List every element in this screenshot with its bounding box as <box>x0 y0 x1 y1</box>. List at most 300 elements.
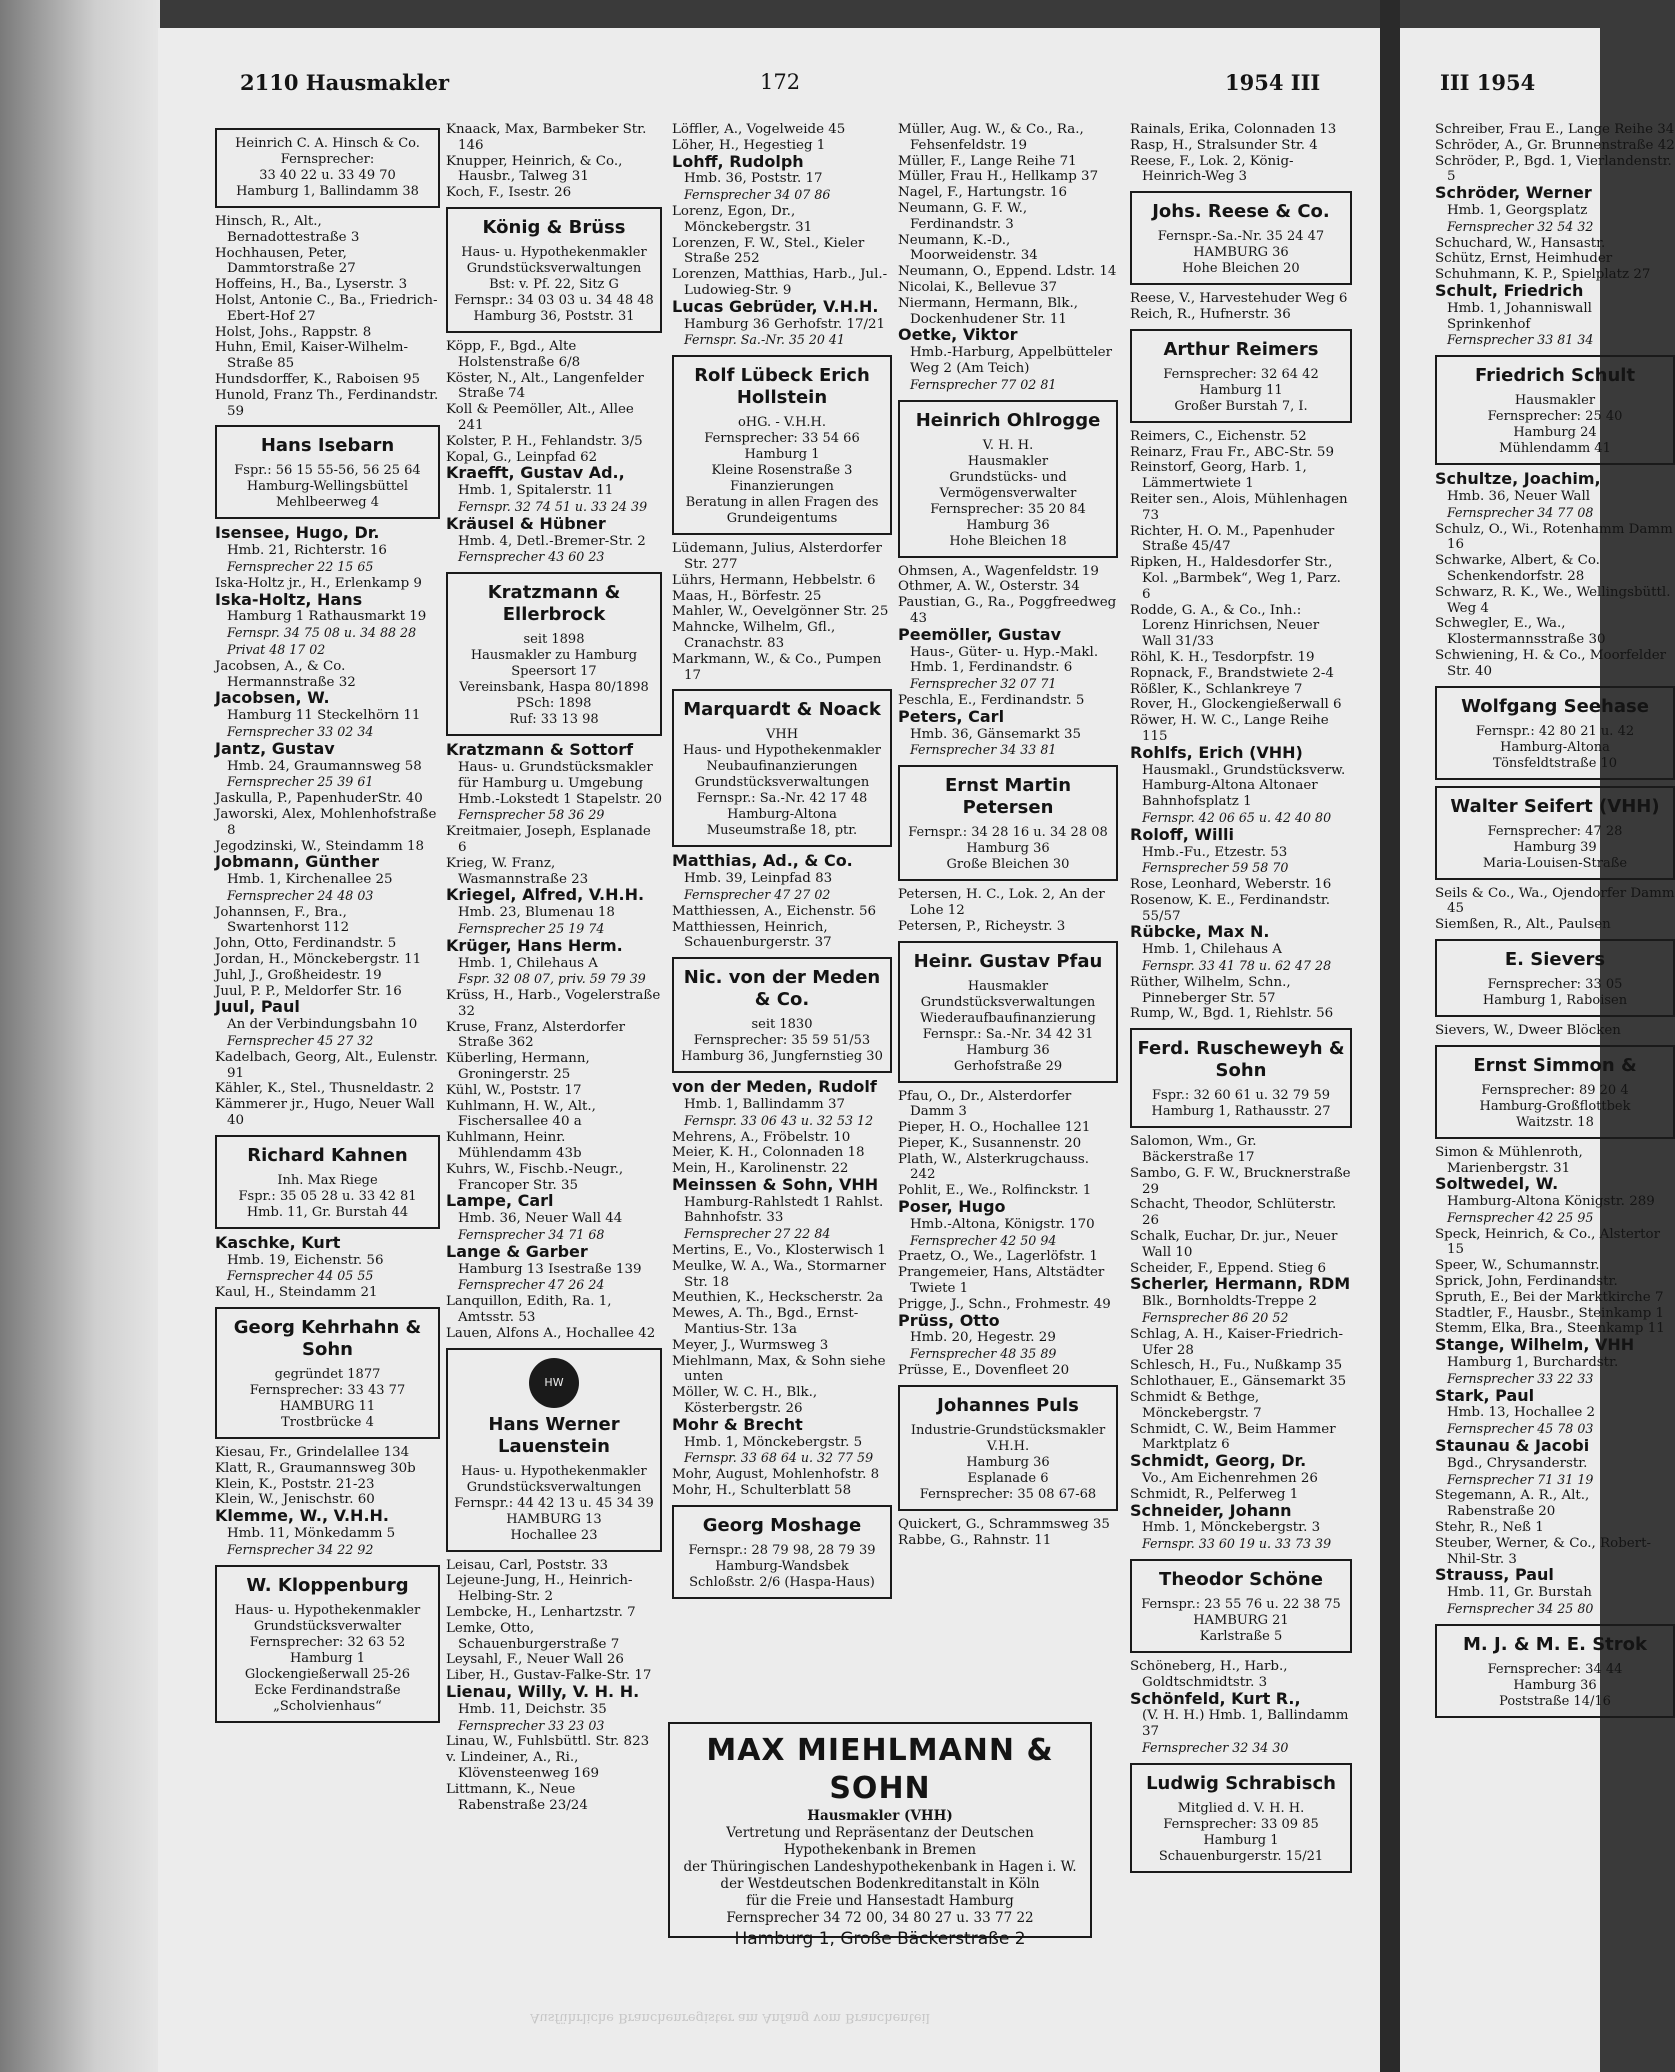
entry-name: Schönfeld, Kurt R., <box>1130 1688 1301 1708</box>
entry-address: Pieper, H. O., Hochallee 121 <box>898 1120 1091 1136</box>
ad-line: Speersort 17 <box>511 664 597 680</box>
directory-entry <box>446 1162 662 1194</box>
entry-phone: Fernsprecher 42 50 94 <box>910 1232 1057 1248</box>
entry-address: Mohr, August, Mohlenhofstr. 8 <box>672 1467 880 1483</box>
company-name: Nic. von der Meden & Co. <box>683 967 881 1011</box>
directory-entry <box>1435 1023 1675 1039</box>
directory-entry <box>672 204 892 236</box>
ad-line: Fernsprecher: 33 05 <box>1487 976 1623 992</box>
ad-line: Grundstücksverwaltungen <box>920 994 1096 1010</box>
entry-address: Stadtler, F., Hausbr., Steinkamp 1 <box>1435 1305 1665 1321</box>
directory-entry <box>1130 291 1352 307</box>
entry-address: Prüsse, E., Dovenfleet 20 <box>898 1363 1070 1379</box>
ad-line: Hamburg 36 <box>966 517 1050 533</box>
entry-address: Richter, H. O. M., Papenhuder Straße 45/47 <box>1130 523 1335 555</box>
entry-address: Schacht, Theodor, Schlüterstr. 26 <box>1130 1197 1337 1229</box>
ad-line: Industrie-Grundstücksmakler <box>910 1422 1106 1438</box>
directory-entry <box>898 579 1118 595</box>
entry-address: Markmann, W., & Co., Pumpen 17 <box>672 651 882 683</box>
entry-name: Rübcke, Max N. <box>1130 922 1270 942</box>
ad-line: Fernsprecher: 32 63 52 <box>249 1634 406 1650</box>
directory-entry <box>215 1097 440 1129</box>
entry-address: Prangemeier, Hans, Altstädter Twiete 1 <box>898 1265 1105 1297</box>
ad-line: Hmb. 11, Gr. Burstah 44 <box>246 1204 409 1220</box>
ad-line: 33 40 22 u. 33 49 70 <box>259 168 396 183</box>
directory-entry <box>1130 603 1352 650</box>
ad-line: Maria-Louisen-Straße <box>1482 855 1628 871</box>
entry-name: Peemöller, Gustav <box>898 624 1062 644</box>
entry-address: Lüdemann, Julius, Alsterdorfer Str. 277 <box>672 541 882 572</box>
directory-entry <box>898 919 1118 935</box>
entry-address: Hmb. 1, Kirchenallee 25 <box>227 872 393 888</box>
entry-address: Hamburg 11 Steckelhörn 11 <box>227 708 421 724</box>
ad-line: Hamburg-Wellingsbüttel <box>246 479 409 495</box>
entry-phone: Fernsprecher 45 78 03 <box>1447 1421 1594 1437</box>
ad-line: Hamburg 1, Ballindamm 38 <box>236 184 419 199</box>
entry-address: Bgd., Chrysanderstr. <box>1447 1455 1588 1471</box>
ad-line: Fernspr.: 42 80 21 u. 42 <box>1475 723 1635 739</box>
entry-address: Neumann, G. F. W., Ferdinandstr. 3 <box>898 200 1028 232</box>
entry-address: Reinarz, Frau Fr., ABC-Str. 59 <box>1130 444 1334 460</box>
entry-address: Kuhlmann, H. W., Alt., Fischersallee 40 a <box>446 1098 596 1130</box>
column-5 <box>1130 122 1352 1912</box>
entry-address: Pohlit, E., We., Rolfinckstr. 1 <box>898 1183 1092 1199</box>
entry-address: Littmann, K., Neue Rabenstraße 23/24 <box>446 1781 588 1813</box>
entry-address: Hmb. 1, Chilehaus A <box>1142 942 1282 958</box>
ad-line: Hamburg 1, Rathausstr. 27 <box>1151 1104 1331 1120</box>
directory-entry <box>1435 1385 1675 1438</box>
directory-entry <box>898 1089 1118 1121</box>
entry-name: Rohlfs, Erich (VHH) <box>1130 742 1303 762</box>
company-name: Theodor Schöne <box>1159 1568 1323 1590</box>
entry-name: Kräusel & Hübner <box>446 513 606 533</box>
ad-line: Grundstücks- und <box>949 469 1067 485</box>
directory-entry <box>672 1130 892 1146</box>
entry-name: Schmidt, Georg, Dr. <box>1130 1451 1307 1471</box>
company-name: Hans Isebarn <box>260 435 395 457</box>
entry-name: Kratzmann & Sottorf <box>446 740 634 760</box>
directory-entry <box>215 738 440 791</box>
entry-phone: Fernsprecher 44 05 55 <box>227 1268 374 1284</box>
ad-line: VHH <box>765 727 799 743</box>
directory-entry <box>446 1605 662 1621</box>
directory-entry <box>215 952 440 968</box>
entry-address: Holst, Antonie C., Ba., Friedrich-Ebert-Hof 27 <box>215 292 438 324</box>
entry-address: Simon & Mühlenroth, Marienbergstr. 31 <box>1435 1144 1583 1176</box>
ad-line: Wiederaufbaufinanzierung <box>920 1010 1096 1026</box>
entry-address: Seils & Co., Wa., Ojendorfer Damm 45 <box>1435 885 1675 917</box>
entry-address: Stemm, Elka, Bra., Steenkamp 11 <box>1435 1321 1665 1337</box>
company-name: W. Kloppenburg <box>246 1574 409 1596</box>
directory-entry <box>215 1445 440 1461</box>
entry-address: Mertins, E., Vo., Klosterwisch 1 <box>672 1243 886 1259</box>
entry-name: Staunau & Jacobi <box>1435 1436 1590 1456</box>
entry-address: Schlothauer, E., Gänsemarkt 35 <box>1130 1374 1347 1390</box>
entry-name: Kaschke, Kurt <box>215 1232 341 1252</box>
directory-entry <box>215 372 440 388</box>
directory-entry <box>1130 877 1352 893</box>
ad-line: V. H. H. <box>982 437 1034 453</box>
entry-address: Rainals, Erika, Colonnaden 13 <box>1130 122 1337 137</box>
ad-line: Fernspr.: 34 28 16 u. 34 28 08 <box>908 825 1108 841</box>
directory-entry <box>215 1232 440 1285</box>
ad-line: Hausmakler <box>1514 393 1596 409</box>
entry-address: Speer, W., Schumannstr. <box>1435 1258 1600 1274</box>
advertisement-box <box>898 941 1118 1083</box>
directory-entry <box>1435 280 1675 349</box>
ad-line: Fernsprecher: 35 59 51/53 <box>693 1033 871 1049</box>
entry-address: Kühl, W., Poststr. 17 <box>446 1082 582 1098</box>
advertisement-box <box>898 400 1118 558</box>
directory-entry <box>446 465 662 515</box>
entry-address: Kadelbach, Georg, Alt., Eulenstr. 91 <box>215 1049 438 1081</box>
entry-phone: Fernspr. 34 75 08 u. 34 88 28 Privat 48 17 02 <box>227 625 417 657</box>
directory-entry <box>215 325 440 341</box>
entry-address: Hmb.-Harburg, Appelbütteler Weg 2 (Am Teich) <box>910 345 1112 376</box>
entry-address: Hamburg 13 Isestraße 139 <box>458 1261 642 1277</box>
entry-address: Liber, H., Gustav-Falke-Str. 17 <box>446 1668 652 1684</box>
entry-address: Schlag, A. H., Kaiser-Friedrich-Ufer 28 <box>1130 1326 1344 1358</box>
directory-entry <box>1130 1453 1352 1487</box>
entry-name: Oetke, Viktor <box>898 325 1018 345</box>
entry-address: Matthiessen, Heinrich, Schauenburgerstr. 37 <box>672 919 832 951</box>
directory-entry <box>446 1652 662 1668</box>
entry-address: Stegemann, A. R., Alt., Rabenstraße 20 <box>1435 1488 1590 1520</box>
entry-address: Klatt, R., Graumannsweg 30b <box>215 1460 416 1476</box>
entry-address: Jordan, H., Mönckebergstr. 11 <box>215 952 422 968</box>
directory-entry <box>672 920 892 952</box>
company-name: Hans Werner Lauenstein <box>488 1413 620 1457</box>
entry-phone: Fernsprecher 34 33 81 <box>910 742 1057 758</box>
entry-address: Hmb. 11, Gr. Burstah <box>1447 1585 1592 1601</box>
entry-address: Rüther, Wilhelm, Schn., Pinneberger Str. 57 <box>1130 974 1291 1006</box>
entry-address: Rose, Leonhard, Weberstr. 16 <box>1130 877 1332 893</box>
ad-line: Gerhofstraße 29 <box>953 1058 1063 1074</box>
entry-address: Möller, W. C. H., Blk., Kösterbergstr. 26 <box>672 1385 818 1417</box>
entry-address: Matthiessen, A., Eichenstr. 56 <box>672 903 876 919</box>
directory-entry <box>1130 975 1352 1007</box>
advertisement-box <box>446 1348 662 1552</box>
entry-address: Hmb. 1, Mönckebergstr. 3 <box>1142 1520 1321 1536</box>
entry-name: Scherler, Hermann, RDM <box>1130 1274 1351 1294</box>
directory-entry <box>898 201 1118 233</box>
entry-address: Hmb. 36, Neuer Wall 44 <box>458 1211 623 1227</box>
entry-address: Hmb. 1, Chilehaus A <box>458 955 598 971</box>
directory-entry <box>446 1734 662 1750</box>
ad-line: HAMBURG 13 <box>506 1511 602 1527</box>
directory-entry <box>1130 1197 1352 1229</box>
entry-phone: Fernsprecher 77 02 81 <box>910 376 1057 392</box>
column-4 <box>898 122 1118 1712</box>
entry-address: Hamburg 36 Gerhofstr. 17/21 <box>684 316 886 332</box>
entry-address: Steuber, Werner, & Co., Robert-Nhil-Str. 3 <box>1435 1535 1651 1567</box>
ad-line: Kleine Rosenstraße 3 <box>711 463 853 479</box>
directory-entry <box>1435 1520 1675 1536</box>
entry-address: Rosenow, K. E., Ferdinandstr. 55/57 <box>1130 892 1331 924</box>
entry-address: Reich, R., Hufnerstr. 36 <box>1130 306 1291 322</box>
entry-address: Blk., Bornholdts-Treppe 2 <box>1142 1294 1317 1310</box>
entry-address: Kopal, G., Leinpfad 62 <box>446 449 598 465</box>
advertisement-box <box>1130 1028 1352 1128</box>
entry-name: Schultze, Joachim, <box>1435 469 1601 489</box>
advertisement-box <box>672 689 892 847</box>
entry-name: Klemme, W., V.H.H. <box>215 1506 389 1526</box>
directory-entry <box>446 339 662 371</box>
directory-entry <box>898 1199 1118 1249</box>
entry-address: Jegodzinski, W., Steindamm 18 <box>215 838 425 854</box>
entry-address: Pfau, O., Dr., Alsterdorfer Damm 3 <box>898 1088 1072 1120</box>
entry-address: Hmb. 36, Poststr. 17 <box>684 171 823 187</box>
entry-address: Koll & Peemöller, Alt., Allee 241 <box>446 402 634 433</box>
directory-entry <box>446 371 662 403</box>
entry-address: Reese, V., Harvestehuder Weg 6 <box>1130 291 1348 307</box>
directory-entry <box>215 968 440 984</box>
entry-address: Schlesch, H., Fu., Nußkamp 35 <box>1130 1358 1343 1374</box>
entry-address: Schreiber, Frau E., Lange Reihe 34 <box>1435 122 1675 137</box>
entry-address: Reese, F., Lok. 2, König-Heinrich-Weg 3 <box>1130 153 1294 185</box>
directory-entry <box>898 624 1118 693</box>
directory-entry <box>672 1259 892 1291</box>
ad-line: Haus- u. Hypothekenmakler <box>461 1463 647 1479</box>
directory-entry <box>215 525 440 575</box>
directory-entry <box>215 214 440 246</box>
directory-entry <box>672 541 892 573</box>
directory-entry <box>446 1558 662 1574</box>
ad-line: Fspr.: 56 15 55-56, 56 25 64 <box>234 463 421 479</box>
entry-name: Poser, Hugo <box>898 1197 1006 1217</box>
directory-entry <box>1435 1488 1675 1520</box>
directory-entry <box>672 652 892 684</box>
entry-address: Plath, W., Alsterkrugchauss. 242 <box>898 1151 1089 1183</box>
ad-line: Neubaufinanzierungen <box>706 759 858 775</box>
entry-address: Salomon, Wm., Gr. Bäckerstraße 17 <box>1130 1134 1257 1166</box>
ad-line: HAMBURG 11 <box>279 1399 376 1415</box>
directory-entry <box>1130 1229 1352 1261</box>
directory-entry <box>215 293 440 325</box>
ad-line: oHG. - V.H.H. <box>737 415 827 431</box>
advertisement-box <box>215 1565 440 1723</box>
ad-line: Haus- und Hypothekenmakler <box>683 743 881 759</box>
directory-entry <box>1130 492 1352 524</box>
directory-entry <box>1435 251 1675 267</box>
directory-entry <box>446 513 662 566</box>
directory-entry <box>672 853 892 903</box>
directory-entry <box>1130 445 1352 461</box>
entry-address: Knaack, Max, Barmbeker Str. 146 <box>446 122 647 153</box>
entry-phone: Fernsprecher 24 48 03 <box>227 887 374 903</box>
ad-line: Fernsprecher 34 72 00, 34 80 27 u. 33 77 22 <box>726 1910 1034 1926</box>
directory-entry <box>1435 522 1675 554</box>
bleed-through-text: Ausführliche Branchenregister am Anfang vom Branchenteil <box>530 2010 930 2025</box>
entry-address: Prigge, J., Schn., Frohmestr. 49 <box>898 1296 1111 1312</box>
directory-entry <box>1435 1290 1675 1306</box>
company-name: Johannes Puls <box>937 1394 1079 1416</box>
directory-entry <box>1130 824 1352 877</box>
directory-entry <box>215 246 440 278</box>
entry-phone: Fernspr. 32 74 51 u. 33 24 39 <box>458 498 648 514</box>
entry-address: Scheider, F., Eppend. Stieg 6 <box>1130 1260 1327 1276</box>
advertisement-box <box>1435 686 1675 780</box>
directory-entry <box>898 154 1118 170</box>
entry-address: Holst, Johs., Rappstr. 8 <box>215 324 372 340</box>
entry-address: Hmb. 19, Eichenstr. 56 <box>227 1252 384 1268</box>
directory-entry <box>446 988 662 1020</box>
ad-line: Haus- u. Hypothekenmakler <box>461 244 647 260</box>
directory-entry <box>1130 1659 1352 1691</box>
directory-entry <box>1130 460 1352 492</box>
directory-entry <box>898 564 1118 580</box>
directory-entry <box>672 573 892 589</box>
entry-phone: Fernsprecher 43 60 23 <box>458 549 605 565</box>
column-6 <box>1435 122 1675 1912</box>
ad-line: Hamburg-Altona <box>727 807 837 823</box>
entry-address: Rump, W., Bgd. 1, Riehlstr. 56 <box>1130 1006 1334 1022</box>
entry-name: Jobmann, Günther <box>215 852 379 872</box>
directory-entry <box>215 277 440 293</box>
directory-entry <box>1435 1176 1675 1226</box>
directory-entry <box>1130 429 1352 445</box>
ad-line: Hamburg-Großflottbek <box>1479 1098 1631 1114</box>
directory-entry <box>446 1750 662 1782</box>
column-2 <box>446 122 662 1912</box>
entry-name: Jantz, Gustav <box>215 738 335 758</box>
directory-entry <box>1130 682 1352 698</box>
entry-address: Schwiening, H. & Co., Moorfelder Str. 40 <box>1435 647 1667 679</box>
entry-address: Röwer, H. W. C., Lange Reihe 115 <box>1130 713 1329 744</box>
ad-line: Poststraße 14/16 <box>1499 1693 1611 1709</box>
ad-line: Ruf: 33 13 98 <box>509 712 599 728</box>
page-header-left: 2110 Hausmakler <box>240 70 450 95</box>
entry-address: Köster, N., Alt., Langenfelder Straße 74 <box>446 370 644 402</box>
entry-address: Vo., Am Eichenrehmen 26 <box>1142 1471 1318 1486</box>
entry-address: Schulz, O., Wi., Rotenhamm Damm 16 <box>1435 521 1673 553</box>
advertisement-box <box>672 1505 892 1599</box>
ad-line: Fernsprecher: 35 20 84 <box>930 501 1086 517</box>
directory-entry <box>446 185 662 201</box>
directory-entry <box>1435 886 1675 918</box>
entry-address: Lorenz, Egon, Dr., Mönckebergstr. 31 <box>672 203 813 235</box>
directory-entry <box>446 1326 662 1342</box>
entry-address: Lorenzen, F. W., Stel., Kieler Straße 252 <box>672 235 865 267</box>
entry-address: Jaskulla, P., PapenhuderStr. 40 <box>215 791 423 807</box>
entry-address: Schröder, A., Gr. Brunnenstraße 42 <box>1435 137 1675 153</box>
entry-address: Knupper, Heinrich, & Co., Hausbr., Talweg 31 <box>446 153 623 185</box>
directory-entry <box>672 1145 892 1161</box>
directory-entry <box>215 936 440 952</box>
company-name: Arthur Reimers <box>1163 338 1319 360</box>
entry-address: Hamburg 1, Burchardstr. <box>1447 1355 1619 1371</box>
entry-address: Siemßen, R., Alt., Paulsen <box>1435 917 1611 933</box>
company-name: Ernst Simmon & <box>1473 1054 1637 1076</box>
directory-entry <box>446 154 662 186</box>
entry-address: Sambo, G. F. W., Brucknerstraße 29 <box>1130 1165 1351 1197</box>
entry-address: An der Verbindungsbahn 10 <box>227 1017 418 1033</box>
advertisement-box <box>215 425 440 519</box>
entry-address: Hmb. 11, Mönkedamm 5 <box>227 1526 396 1542</box>
ad-line: Ecke Ferdinandstraße <box>254 1682 401 1698</box>
entry-address: Hamburg-Rahlstedt 1 Rahlst. Bahnhofstr. 33 <box>684 1194 884 1226</box>
directory-entry <box>898 595 1118 627</box>
ad-line: Vereinsbank, Haspa 80/1898 <box>459 680 649 696</box>
entry-address: Sievers, W., Dweer Blöcken <box>1435 1022 1621 1038</box>
ad-line: Bst: v. Pf. 22, Sitz G <box>489 276 619 292</box>
entry-address: Küberling, Hermann, Groningerstr. 25 <box>446 1051 590 1083</box>
directory-entry <box>1435 471 1675 521</box>
entry-address: Rodde, G. A., & Co., Inh.: Lorenz Hinrichsen, Neuer Wall 31/33 <box>1130 602 1320 650</box>
advertisement-box <box>672 957 892 1073</box>
ad-line: der Westdeutschen Bodenkreditanstalt in Köln <box>720 1876 1040 1892</box>
entry-phone: Fernsprecher 32 54 32 <box>1447 218 1594 234</box>
directory-entry <box>446 1573 662 1605</box>
entry-phone: Fernsprecher 58 36 29 <box>458 807 605 823</box>
entry-address: Leysahl, F., Neuer Wall 26 <box>446 1652 624 1668</box>
entry-name: Lienau, Willy, V. H. H. <box>446 1682 640 1701</box>
company-name: Walter Seifert (VHH) <box>1450 795 1660 817</box>
entry-phone: Fernsprecher 47 27 02 <box>684 886 831 902</box>
company-logo-icon: HW <box>529 1358 579 1408</box>
directory-entry <box>1130 1500 1352 1553</box>
directory-entry <box>1435 1145 1675 1177</box>
entry-address: Neumann, K.-D., Moorweidenstr. 34 <box>898 232 1038 264</box>
entry-address: Meier, K. H., Colonnaden 18 <box>672 1145 865 1161</box>
ad-line: Schloßstr. 2/6 (Haspa-Haus) <box>689 1574 875 1590</box>
entry-phone: Fernsprecher 42 25 95 <box>1447 1209 1594 1225</box>
entry-address: Röhl, K. H., Tesdorpfstr. 19 <box>1130 649 1315 665</box>
entry-address: Rabbe, G., Rahnstr. 11 <box>898 1532 1052 1548</box>
directory-entry <box>1130 1688 1352 1757</box>
entry-address: Lejeune-Jung, H., Heinrich-Helbing-Str. 2 <box>446 1573 633 1605</box>
ad-line: Hamburg 1 <box>744 447 820 463</box>
entry-address: Rößler, K., Schlankreye 7 <box>1130 681 1303 697</box>
ad-line: Fernsprecher: 35 08 67-68 <box>919 1486 1097 1502</box>
directory-entry <box>898 1136 1118 1152</box>
directory-entry <box>1435 1258 1675 1274</box>
entry-address: Hamburg-Altona Königstr. 289 <box>1447 1194 1655 1210</box>
directory-entry <box>215 1508 440 1558</box>
entry-address: Kuhlmann, Heinr. Mühlendamm 43b <box>446 1130 582 1162</box>
directory-entry <box>446 1130 662 1162</box>
entry-address: Lührs, Hermann, Hebbelstr. 6 <box>672 572 876 588</box>
ad-line: Fernspr.: Sa.-Nr. 34 42 31 <box>922 1026 1094 1042</box>
advertisement-box <box>215 1135 440 1229</box>
ad-line: der Thüringischen Landeshypothekenbank in Hagen i. W. <box>683 1859 1077 1875</box>
directory-entry <box>1130 697 1352 713</box>
ad-line: Hamburg 36, Jungfernstieg 30 <box>681 1049 883 1065</box>
company-name: Marquardt & Noack <box>683 699 881 721</box>
entry-phone: Fernsprecher 22 15 65 <box>227 558 374 574</box>
ad-line: PSch: 1898 <box>516 696 592 712</box>
entry-name: Mohr & Brecht <box>672 1414 803 1434</box>
directory-entry <box>215 807 440 839</box>
directory-entry <box>215 690 440 740</box>
directory-entry <box>446 1621 662 1653</box>
directory-entry <box>1130 650 1352 666</box>
entry-address: Mein, H., Karolinenstr. 22 <box>672 1161 849 1177</box>
directory-entry <box>672 1243 892 1259</box>
entry-name: Stark, Paul <box>1435 1385 1535 1405</box>
directory-entry <box>446 856 662 888</box>
directory-entry <box>1130 666 1352 682</box>
entry-phone: Fernsprecher 33 23 03 <box>458 1717 605 1733</box>
entry-address: Huhn, Emil, Kaiser-Wilhelm-Straße 85 <box>215 340 409 372</box>
entry-address: Jaworski, Alex, Mohlenhofstraße 8 <box>215 806 437 838</box>
scan-border-left <box>0 0 160 2072</box>
directory-entry <box>446 402 662 434</box>
entry-address: Meuthien, K., Heckscherstr. 2a <box>672 1290 884 1306</box>
entry-address: Hausmakl., Grundstücksverw. Hamburg-Altona Altonaer Bahnhofsplatz 1 <box>1142 762 1346 810</box>
directory-entry <box>672 122 892 138</box>
ad-line: Schauenburgerstr. 15/21 <box>1158 1848 1324 1864</box>
